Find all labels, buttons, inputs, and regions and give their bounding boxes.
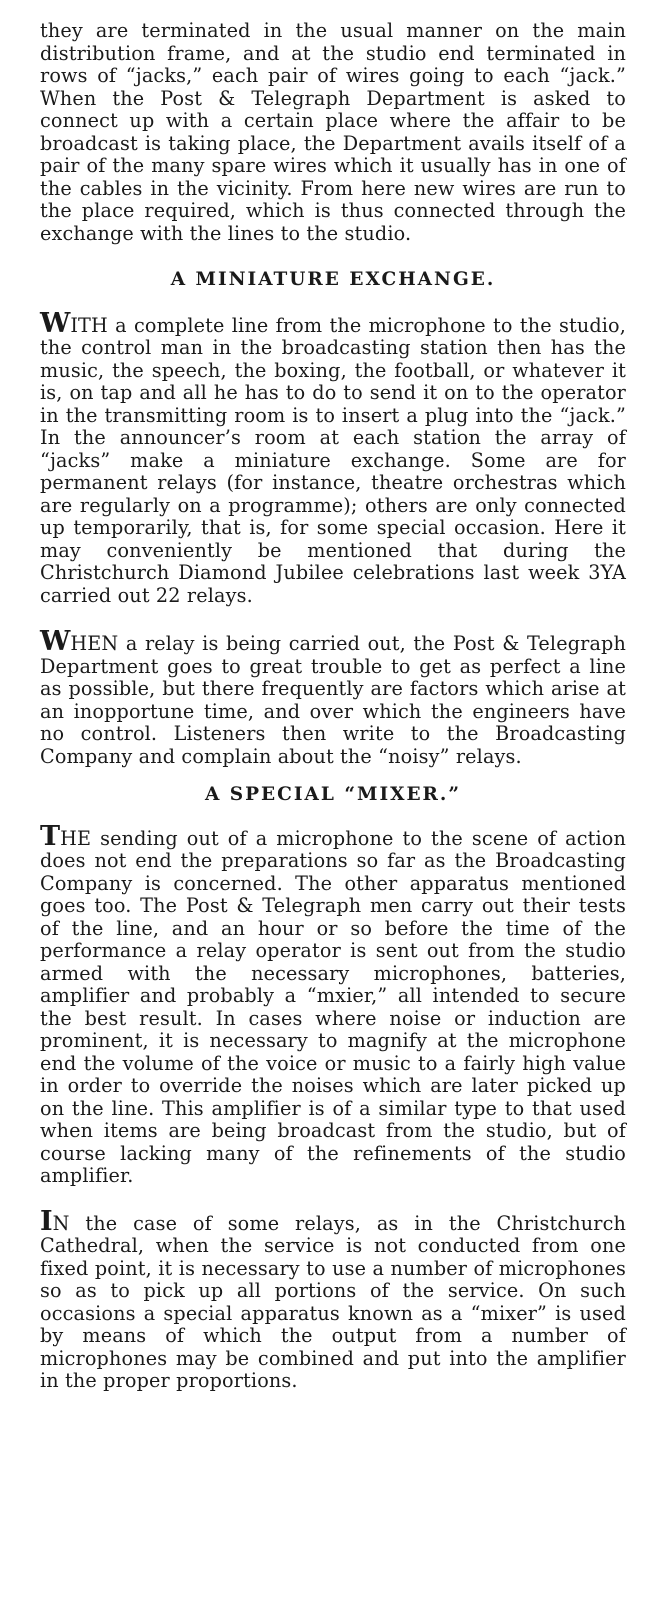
paragraph-mixer [40,1205,626,1393]
drop-cap: I [40,1205,53,1237]
drop-cap: T [40,820,61,852]
article-column [40,20,626,1393]
section-heading-special-mixer: A SPECIAL “MIXER.” [204,784,462,805]
drop-cap: W [40,307,71,339]
paragraph-microphone-sending [40,820,626,1188]
paragraph-text: HE sending out of a microphone to the scene of action does not end the preparations so far as the Broadcasting Company is concerned. The other apparatus mentioned goes too. The Post & Telegraph men carry out their tests of the line, and an hour or so before the time of the performance a relay operator is sent out from the studio armed with the necessary microphones, batteries, amplifier and probably a “mxier,” all intended to secure the best result. In cases where noise or induction are prominent, it is necessary to magnify at the microphone end the volume of the voice or music to a fairly high value in order to override the noises which are later picked up on the line. This amplifier is of a similar type to that used when items are being broadcast from the studio, but of course lacking many of the refinements of the studio amplifier. [40,826,626,1187]
intro-paragraph: they are terminated in the usual manner on the main distribution frame, and at the studio end terminated in rows of “jacks,” each pair of wires going to each “jack.” When the Post & Telegraph Department is asked to connect up with a certain place where the affair to be broadcast is taking place, the Department avails itself of a pair of the many spare wires which it usually has in one of the cables in the vicinity. From here new wires are run to the place required, which is thus connected through the exchange with the lines to the studio. [40,19,626,245]
paragraph-relay-trouble [40,626,626,768]
paragraph-text: N the case of some relays, as in the Christchurch Cathedral, when the service is not conducted from one fixed point, it is necessary to use a number of microphones so as to pick up all portions of the service. On such occasions a special apparatus known as a “mixer” is used by means of which the output from a number of microphones may be combined and put into the amplifier in the proper proportions. [40,1211,626,1392]
section-heading-miniature-exchange: A MINIATURE EXCHANGE. [170,269,496,290]
paragraph-miniature-exchange [40,307,626,608]
paragraph-spacer [40,607,626,632]
drop-cap: W [40,626,71,657]
paragraph-text: HEN a relay is being carried out, the Post & Telegraph Department goes to great trouble to get as perfect a line as possible, but there frequently are factors which arise at an inopportune time, and over which the engineers have no control. Listeners then write to the Broadcasting Company and complain about the “noisy” relays. [40,632,626,768]
paragraph-spacer [40,1188,626,1212]
paragraph-text: ITH a complete line from the microphone to the studio, the control man in the broadcasting station then has the music, the speech, the boxing, the football, or whatever it is, on tap and all he has to do to send it on to the operator in the transmitting room is to insert a plug into the “jack.” In the announcer’s room at each station the array of “jacks” make a miniature exchange. Some are for permanent relays (for instance, theatre orchestras which are regularly on a programme); others are only connected up temporarily, that is, for some special occasion. Here it may conveniently be mentioned that during the Christchurch Diamond Jubilee celebrations last week 3YA carried out 22 relays. [40,313,626,607]
